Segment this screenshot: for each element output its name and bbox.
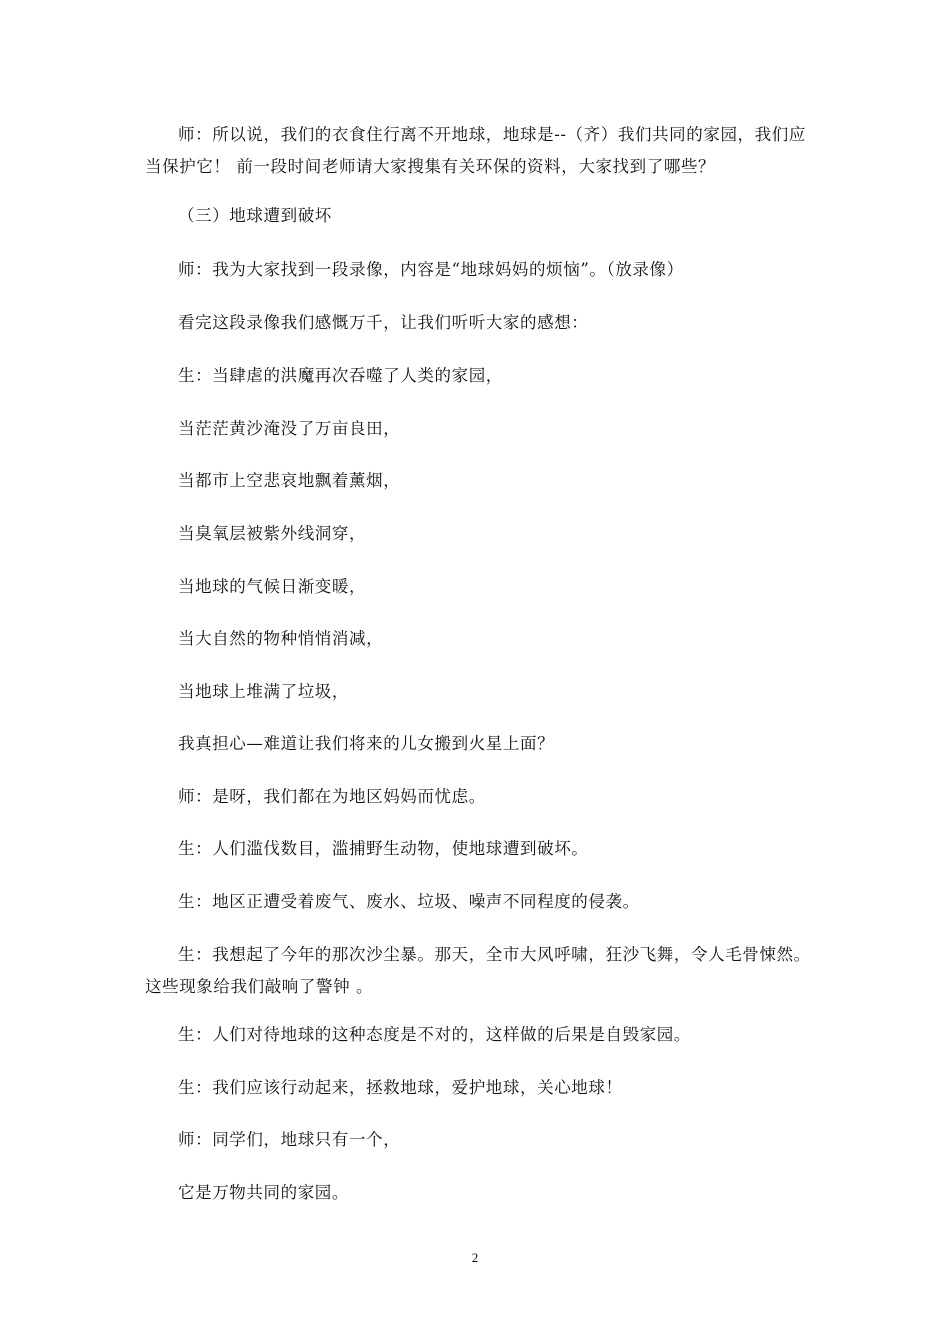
- section-heading: （三）地球遭到破坏: [178, 206, 332, 225]
- paragraph: 生：我想起了今年的那次沙尘暴。那天，全市大风呼啸，狂沙飞舞，令人毛骨悚然。这些现象给我们敲响了警钟 。: [145, 945, 811, 996]
- paragraph: 当臭氧层被紫外线洞穿，: [178, 524, 367, 543]
- paragraph: 我真担心—难道让我们将来的儿女搬到火星上面？: [178, 734, 555, 753]
- paragraph: 师：我为大家找到一段录像，内容是“地球妈妈的烦恼”。（放录像）: [178, 260, 684, 279]
- paragraph: 当茫茫黄沙淹没了万亩良田，: [178, 419, 401, 438]
- paragraph: 当地球上堆满了垃圾，: [178, 682, 349, 701]
- paragraph: 师：同学们，地球只有一个，: [178, 1130, 401, 1149]
- paragraph: 生：地区正遭受着废气、废水、垃圾、噪声不同程度的侵袭。: [178, 892, 640, 911]
- paragraph: 生：我们应该行动起来，拯救地球，爱护地球，关心地球！: [178, 1078, 623, 1097]
- paragraph: 当地球的气候日渐变暖，: [178, 577, 367, 596]
- paragraph: 当都市上空悲哀地飘着薰烟，: [178, 471, 401, 490]
- page-number: 2: [471, 1250, 479, 1265]
- paragraph: 它是万物共同的家园。: [178, 1183, 349, 1202]
- paragraph: 当大自然的物种悄悄消减，: [178, 629, 384, 648]
- paragraph: 生：人们滥伐数目，滥捕野生动物，使地球遭到破坏。: [178, 839, 589, 858]
- paragraph: 生：人们对待地球的这种态度是不对的，这样做的后果是自毁家园。: [178, 1025, 691, 1044]
- paragraph: 看完这段录像我们感慨万千，让我们听听大家的感想：: [178, 313, 589, 332]
- paragraph: 生：当肆虐的洪魔再次吞噬了人类的家园，: [178, 366, 503, 385]
- paragraph: 师：是呀，我们都在为地区妈妈而忧虑。: [178, 787, 486, 806]
- paragraph-teacher-intro: 师：所以说，我们的衣食住行离不开地球，地球是--（齐）我们共同的家园，我们应当保护它！ 前一段时间老师请大家搜集有关环保的资料，大家找到了哪些？: [145, 125, 806, 176]
